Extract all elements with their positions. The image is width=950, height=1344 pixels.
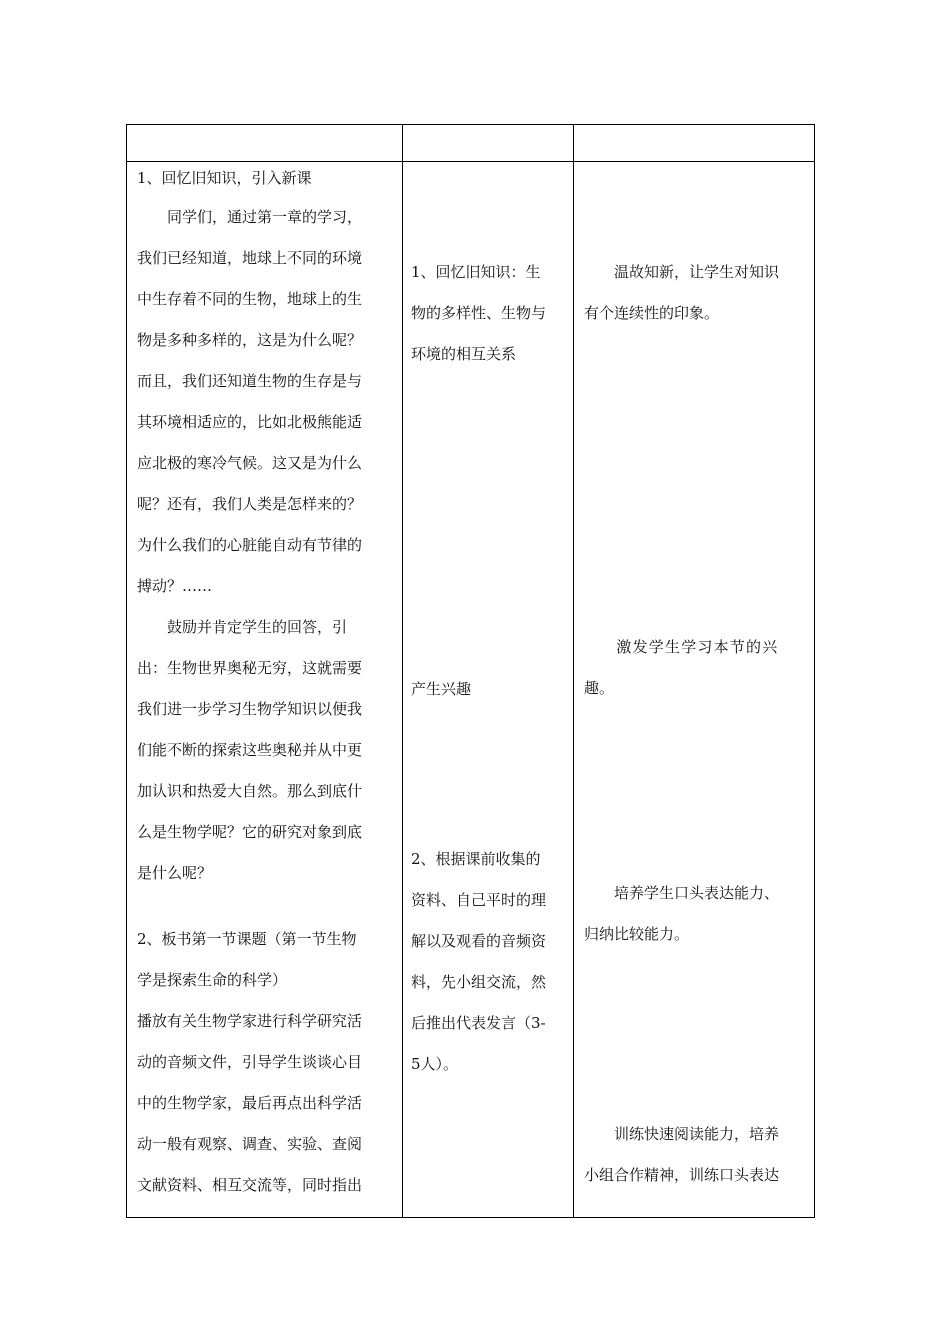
teacher-activity-line: 同学们，通过第一章的学习， <box>137 208 363 226</box>
teacher-activity-line: 播放有关生物学家进行科学研究活 <box>137 1012 363 1030</box>
teacher-activity-line: 应北极的寒冷气候。这又是为什么 <box>137 454 363 472</box>
teacher-activity-line: 么是生物学呢？它的研究对象到底 <box>137 823 363 841</box>
teacher-activity-line: 呢？还有，我们人类是怎样来的？ <box>137 495 363 513</box>
design-intent-line: 培养学生口头表达能力、 <box>584 884 780 902</box>
teacher-activity-line: 2、板书第一节课题（第一节生物 <box>137 930 357 948</box>
teacher-activity-line: 动的音频文件，引导学生谈谈心目 <box>137 1053 363 1071</box>
teacher-activity-line: 而且，我们还知道生物的生存是与 <box>137 372 363 390</box>
teacher-activity-line: 1、回忆旧知识，引入新课 <box>137 169 312 187</box>
teacher-activity-line: 出：生物世界奥秘无穷，这就需要 <box>137 659 363 677</box>
teacher-activity-line: 文献资料、相互交流等，同时指出 <box>137 1176 363 1194</box>
teacher-activity-line: 我们已经知道，地球上不同的环境 <box>137 249 363 267</box>
student-activity-line: 产生兴趣 <box>411 680 472 698</box>
teacher-activity-line: 学是探索生命的科学） <box>137 971 288 989</box>
student-activity-line: 2、根据课前收集的 <box>411 850 541 868</box>
teacher-activity-line: 们能不断的探索这些奥秘并从中更 <box>137 741 363 759</box>
column-divider-2 <box>573 125 574 1217</box>
teacher-activity-line: 为什么我们的心脏能自动有节律的 <box>137 536 363 554</box>
teacher-activity-line: 物是多种多样的，这是为什么呢？ <box>137 331 363 349</box>
student-activity-line: 5人）。 <box>411 1055 459 1073</box>
teacher-activity-line: 动一般有观察、调查、实验、查阅 <box>137 1135 363 1153</box>
student-activity-line: 后推出代表发言（3- <box>411 1014 546 1032</box>
teacher-activity-line: 搏动？…… <box>137 577 213 595</box>
design-intent-line: 趣。 <box>584 679 615 697</box>
teacher-activity-line: 我们进一步学习生物学知识以便我 <box>137 700 363 718</box>
student-activity-line: 1、回忆旧知识：生 <box>411 263 541 281</box>
column-divider-1 <box>402 125 403 1217</box>
teacher-activity-line: 加认识和热爱大自然。那么到底什 <box>137 782 363 800</box>
design-intent-line: 小组合作精神，训练口头表达 <box>584 1166 780 1184</box>
student-activity-line: 料，先小组交流，然 <box>411 973 547 991</box>
header-row-divider <box>127 161 814 162</box>
teacher-activity-line: 中的生物学家，最后再点出科学活 <box>137 1094 363 1112</box>
student-activity-line: 物的多样性、生物与 <box>411 304 547 322</box>
teacher-activity-line: 其环境相适应的，比如北极熊能适 <box>137 413 363 431</box>
design-intent-line: 归纳比较能力。 <box>584 925 690 943</box>
lesson-plan-table <box>126 124 815 1218</box>
teacher-activity-line: 是什么呢？ <box>137 864 213 882</box>
design-intent-line: 温故知新，让学生对知识 <box>584 263 780 281</box>
teacher-activity-line: 鼓励并肯定学生的回答，引 <box>137 618 348 636</box>
design-intent-line: 有个连续性的印象。 <box>584 304 720 322</box>
student-activity-line: 环境的相互关系 <box>411 345 517 363</box>
design-intent-line: 训练快速阅读能力，培养 <box>584 1125 780 1143</box>
design-intent-line: 激发学生学习本节的兴 <box>584 638 779 656</box>
teacher-activity-line: 中生存着不同的生物，地球上的生 <box>137 290 363 308</box>
student-activity-line: 解以及观看的音频资 <box>411 932 547 950</box>
student-activity-line: 资料、自己平时的理 <box>411 891 547 909</box>
